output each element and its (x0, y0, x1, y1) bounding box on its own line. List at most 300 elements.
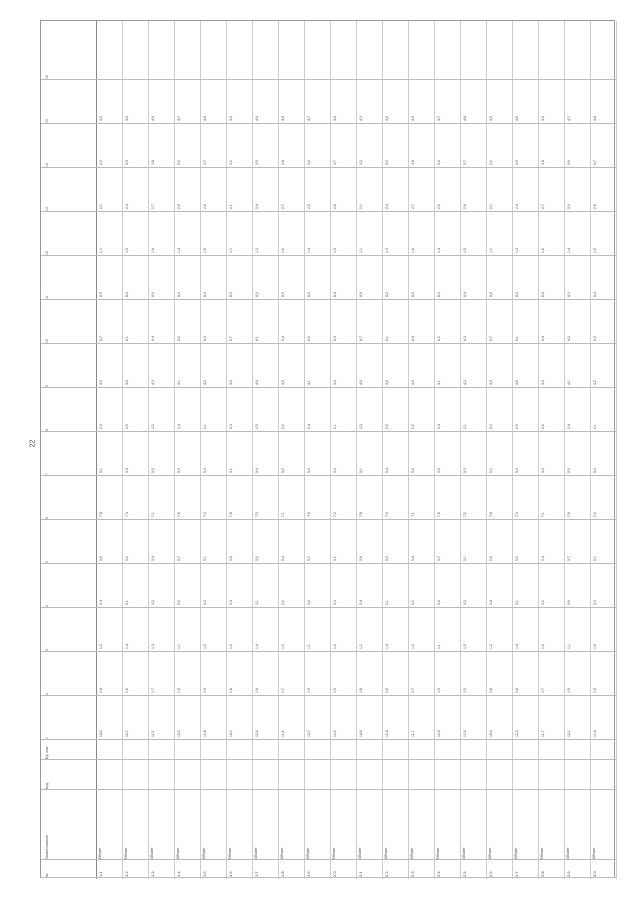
row-name: Объект (98, 847, 102, 859)
table-cell: 4,5 (359, 380, 363, 385)
table-cell: 8,9 (489, 292, 493, 297)
table-cell: 3,6 (567, 160, 571, 165)
table-cell: 3,6 (177, 160, 181, 165)
table-cell: 2,1 (99, 204, 103, 209)
table-cell: 8,4 (593, 292, 597, 297)
table-cell: 4,5 (229, 380, 233, 385)
table-cell: 4,3 (151, 380, 155, 385)
table-cell: 4,9 (541, 116, 545, 121)
table-cell: 5,1 (593, 556, 597, 561)
table-cell: 2,1 (229, 204, 233, 209)
table-cell: 9,3 (203, 468, 207, 473)
table-cell: 3,7 (203, 160, 207, 165)
table-cell: 7,2 (593, 512, 597, 517)
table-cell: 8,4 (463, 292, 467, 297)
row-name: Объект (540, 847, 544, 859)
table-cell: 2,4 (307, 424, 311, 429)
table-cell: 1,0 (99, 248, 103, 253)
table-cell: 7,6 (177, 512, 181, 517)
row-number: 1.1 (98, 871, 103, 877)
table-cell: 4,9 (151, 116, 155, 121)
table-cell: 2,4 (385, 204, 389, 209)
column-divider (41, 123, 616, 124)
column-divider (41, 167, 616, 168)
table-cell: 2,1 (593, 424, 597, 429)
table-cell: 8,3 (177, 292, 181, 297)
table-cell: 1,4 (567, 248, 571, 253)
table-cell: 1,5 (463, 248, 467, 253)
row-number: 1.5 (202, 871, 207, 877)
table-cell: 6,3 (203, 336, 207, 341)
table-cell: 4,6 (255, 116, 259, 121)
table-cell: 4,6 (255, 380, 259, 385)
table-row (96, 21, 123, 879)
table-cell: 0,9 (307, 688, 311, 693)
table-cell: 4,1 (437, 380, 441, 385)
row-number: 3.0 (592, 871, 597, 877)
table-cell: 6,2 (177, 336, 181, 341)
table-cell: 8,5 (541, 292, 545, 297)
row-number: 1.7 (254, 871, 259, 877)
table-cell: 0,8 (489, 688, 493, 693)
row-number: 2.0 (332, 871, 337, 877)
table-cell: 2,4 (255, 204, 259, 209)
table-cell: 2,6 (333, 204, 337, 209)
table-cell: 9,5 (567, 468, 571, 473)
table-cell: 6,7 (359, 336, 363, 341)
table-cell: 9,2 (541, 468, 545, 473)
row-number: 2.4 (436, 871, 441, 877)
table-cell: 1,3 (515, 248, 519, 253)
table-cell: 0,9 (177, 688, 181, 693)
column-divider (41, 739, 616, 740)
table-cell: 2,5 (437, 204, 441, 209)
table-cell: 0,9 (437, 688, 441, 693)
table-cell: 2,4 (437, 424, 441, 429)
table-cell: 1,1 (567, 644, 571, 649)
table-cell: 2,7 (411, 204, 415, 209)
table-cell: 10,4 (593, 730, 597, 737)
column-divider (41, 789, 616, 790)
table-cell: 9,3 (333, 468, 337, 473)
row-number: 2.9 (566, 871, 571, 877)
table-cell: 4,6 (385, 116, 389, 121)
column-divider (41, 475, 616, 476)
table-row (174, 21, 201, 879)
table-cell: 2,3 (359, 424, 363, 429)
table-cell: 4,1 (307, 380, 311, 385)
table-cell: 1,2 (99, 644, 103, 649)
table-cell: 2,4 (177, 424, 181, 429)
row-number: 2.3 (410, 871, 415, 877)
table-row (486, 21, 513, 879)
table-cell: 3,2 (281, 600, 285, 605)
table-cell: 2,1 (203, 424, 207, 429)
table-cell: 6,2 (567, 336, 571, 341)
table-cell: 6,7 (99, 336, 103, 341)
table-cell: 9,1 (229, 468, 233, 473)
table-cell: 2,6 (593, 204, 597, 209)
table-cell: 3,4 (229, 600, 233, 605)
column-divider (41, 387, 616, 388)
table-cell: 10,8 (203, 730, 207, 737)
table-cell: 4,1 (177, 380, 181, 385)
table-cell: 0,5 (463, 688, 467, 693)
table-cell: 0,6 (515, 688, 519, 693)
table-cell: 3,5 (255, 160, 259, 165)
table-cell: 1,5 (203, 644, 207, 649)
table-cell: 3,6 (177, 600, 181, 605)
table-cell: 9,3 (593, 468, 597, 473)
table-cell: 8,9 (359, 292, 363, 297)
table-cell: 4,3 (411, 380, 415, 385)
column-divider (41, 431, 616, 432)
table-cell: 1,5 (333, 248, 337, 253)
table-cell: 14,0 (229, 730, 233, 737)
table-row (122, 21, 149, 879)
table-cell: 13,7 (307, 730, 311, 737)
table-cell: 3,2 (489, 160, 493, 165)
table-cell: 4,8 (463, 116, 467, 121)
table-cell: 2,2 (281, 424, 285, 429)
table-cell: 8,2 (125, 292, 129, 297)
row-number: 1.4 (176, 871, 181, 877)
table-cell: 2,5 (177, 204, 181, 209)
table-row (538, 21, 565, 879)
row-number: 1.6 (228, 871, 233, 877)
table-cell: 3,5 (515, 160, 519, 165)
table-cell: 9,4 (255, 468, 259, 473)
table-cell: 4,9 (281, 116, 285, 121)
table-cell: 7,1 (411, 512, 415, 517)
table-cell: 3,2 (99, 160, 103, 165)
table-cell: 7,1 (151, 512, 155, 517)
table-cell: 2,2 (151, 424, 155, 429)
table-cell: 8,3 (437, 292, 441, 297)
table-cell: 9,3 (463, 468, 467, 473)
table-row (330, 21, 357, 879)
table-cell: 9,4 (385, 468, 389, 473)
table-cell: 4,3 (489, 116, 493, 121)
table-cell: 1,5 (333, 644, 337, 649)
table-cell: 7,2 (203, 512, 207, 517)
table-cell: 1,6 (541, 248, 545, 253)
table-cell: 12,4 (255, 730, 259, 737)
table-cell: 1,4 (255, 644, 259, 649)
table-cell: 0,8 (99, 688, 103, 693)
table-cell: 1,5 (463, 644, 467, 649)
table-cell: 1,3 (151, 644, 155, 649)
table-cell: 3,6 (437, 600, 441, 605)
table-cell: 0,5 (203, 688, 207, 693)
table-cell: 3,2 (359, 160, 363, 165)
table-cell: 9,1 (359, 468, 363, 473)
table-cell: 0,5 (593, 688, 597, 693)
column-divider (41, 79, 616, 80)
table-cell: 4,3 (359, 116, 363, 121)
row-name: Объект (306, 847, 310, 859)
table-cell: 9,5 (307, 468, 311, 473)
table-cell: 1,1 (307, 644, 311, 649)
table-cell: 1,4 (177, 248, 181, 253)
table-cell: 1,1 (437, 644, 441, 649)
row-number: 1.8 (280, 871, 285, 877)
table-cell: 1,6 (151, 248, 155, 253)
table-cell: 4,6 (125, 380, 129, 385)
table-cell: 5,4 (411, 556, 415, 561)
column-divider (41, 651, 616, 652)
row-name: Объект (280, 847, 284, 859)
table-cell: 5,7 (177, 556, 181, 561)
table-cell: 1,2 (359, 644, 363, 649)
table-cell: 6,3 (333, 336, 337, 341)
table-cell: 3,6 (307, 600, 311, 605)
table-cell: 4,5 (489, 380, 493, 385)
row-name: Объект (124, 847, 128, 859)
row-number: 2.6 (488, 871, 493, 877)
table-cell: 2,4 (125, 204, 129, 209)
table-cell: 8,4 (333, 292, 337, 297)
table-cell: 7,6 (567, 512, 571, 517)
column-divider (41, 519, 616, 520)
table-cell: 3,4 (99, 600, 103, 605)
column-divider (41, 299, 616, 300)
table-cell: 5,2 (385, 556, 389, 561)
column-divider (41, 877, 616, 878)
table-cell: 4,6 (515, 380, 519, 385)
table-cell: 4,1 (567, 380, 571, 385)
table-row (460, 21, 487, 879)
row-name: Объект (410, 847, 414, 859)
table-cell: 8,9 (229, 292, 233, 297)
table-cell: 2,5 (255, 424, 259, 429)
table-cell: 4,6 (515, 116, 519, 121)
table-cell: 4,3 (99, 116, 103, 121)
column-header: Ед. изм. (45, 745, 49, 759)
table-row (278, 21, 305, 879)
table-cell: 5,6 (489, 556, 493, 561)
column-divider (41, 607, 616, 608)
table-cell: 0,8 (359, 688, 363, 693)
table-row (148, 21, 175, 879)
table-row (408, 21, 435, 879)
table-cell: 6,1 (515, 336, 519, 341)
table-cell: 9,2 (281, 468, 285, 473)
table-cell: 9,5 (437, 468, 441, 473)
column-header: 14 (45, 163, 49, 167)
row-number: 1.9 (306, 871, 311, 877)
column-header: 13 (45, 207, 49, 211)
table-cell: 7,3 (125, 512, 129, 517)
table-row (304, 21, 331, 879)
table-cell: 3,1 (385, 600, 389, 605)
table-cell: 2,5 (125, 424, 129, 429)
table-cell: 6,2 (437, 336, 441, 341)
column-divider (41, 563, 616, 564)
row-number: 1.3 (150, 871, 155, 877)
table-cell: 3,7 (463, 160, 467, 165)
table-cell: 3,8 (411, 160, 415, 165)
table-cell: 9,1 (489, 468, 493, 473)
table-cell: 12,1 (125, 730, 129, 737)
table-cell: 2,7 (281, 204, 285, 209)
table-cell: 1,4 (437, 248, 441, 253)
table-row (512, 21, 539, 879)
table-cell: 3,1 (515, 600, 519, 605)
table-cell: 5,6 (229, 556, 233, 561)
row-name: Объект (358, 847, 362, 859)
table-cell: 1,6 (281, 248, 285, 253)
table-cell: 4,3 (229, 116, 233, 121)
table-cell: 4,2 (203, 380, 207, 385)
table-cell: 2,6 (463, 204, 467, 209)
table-cell: 2,3 (489, 424, 493, 429)
table-cell: 1,4 (307, 248, 311, 253)
table-cell: 1,5 (593, 248, 597, 253)
table-row (564, 21, 591, 879)
table-cell: 2,1 (333, 424, 337, 429)
table-cell: 5,7 (437, 556, 441, 561)
table-cell: 3,1 (255, 600, 259, 605)
table-cell: 14,4 (489, 730, 493, 737)
table-cell: 12,8 (385, 730, 389, 737)
row-number: 2.5 (462, 871, 467, 877)
table-cell: 5,2 (255, 556, 259, 561)
table-row (434, 21, 461, 879)
table-row (590, 21, 617, 879)
table-cell: 3,8 (541, 160, 545, 165)
table-cell: 3,2 (229, 160, 233, 165)
column-divider (41, 343, 616, 344)
table-cell: 2,5 (385, 424, 389, 429)
row-name: Объект (176, 847, 180, 859)
table-cell: 1,3 (125, 248, 129, 253)
table-cell: 2,3 (229, 424, 233, 429)
table-cell: 4,3 (541, 380, 545, 385)
row-name: Объект (514, 847, 518, 859)
table-cell: 1,5 (203, 248, 207, 253)
table-cell: 9,4 (125, 468, 129, 473)
column-header: Наименование (45, 834, 49, 859)
table-cell: 13,1 (567, 730, 571, 737)
table-cell: 5,7 (567, 556, 571, 561)
table-cell: 3,3 (333, 600, 337, 605)
table-cell: 7,8 (229, 512, 233, 517)
table-cell: 10,2 (333, 730, 337, 737)
table-cell: 2,3 (99, 424, 103, 429)
table-cell: 3,6 (307, 160, 311, 165)
table-cell: 2,1 (463, 424, 467, 429)
table-cell: 8,5 (151, 292, 155, 297)
table-cell: 4,2 (463, 380, 467, 385)
row-name: Объект (150, 847, 154, 859)
table-cell: 4,8 (593, 116, 597, 121)
table-cell: 3,4 (489, 600, 493, 605)
data-table (41, 21, 616, 879)
row-name: Объект (332, 847, 336, 859)
row-name: Объект (566, 847, 570, 859)
column-divider (41, 211, 616, 212)
table-row (382, 21, 409, 879)
table-cell: 6,4 (151, 336, 155, 341)
table-cell: 7,6 (307, 512, 311, 517)
row-name: Объект (436, 847, 440, 859)
table-cell: 4,2 (593, 380, 597, 385)
table-cell: 0,7 (151, 688, 155, 693)
table-cell: 3,6 (437, 160, 441, 165)
row-number: 2.8 (540, 871, 545, 877)
table-cell: 4,7 (567, 116, 571, 121)
table-cell: 5,1 (463, 556, 467, 561)
table-cell: 8,2 (385, 292, 389, 297)
table-cell: 2,7 (541, 204, 545, 209)
table-cell: 4,5 (99, 380, 103, 385)
table-cell: 2,7 (151, 204, 155, 209)
table-cell: 5,4 (541, 556, 545, 561)
table-cell: 14,6 (359, 730, 363, 737)
column-header: 12 (45, 251, 49, 255)
table-cell: 3,7 (593, 160, 597, 165)
table-cell: 11,9 (281, 730, 285, 737)
table-cell: 2,5 (307, 204, 311, 209)
table-cell: 1,5 (593, 644, 597, 649)
table-cell: 3,2 (541, 600, 545, 605)
table-cell: 3,4 (359, 600, 363, 605)
table-cell: 14,2 (99, 730, 103, 737)
table-cell: 1,3 (385, 248, 389, 253)
table-cell: 6,4 (281, 336, 285, 341)
table-row (356, 21, 383, 879)
table-cell: 4,6 (385, 380, 389, 385)
table-header (41, 21, 97, 879)
table-cell: 6,3 (463, 336, 467, 341)
table-cell: 7,3 (255, 512, 259, 517)
table-cell: 1,3 (255, 248, 259, 253)
table-cell: 4,7 (307, 116, 311, 121)
table-cell: 0,7 (541, 688, 545, 693)
column-header: 11 (45, 295, 49, 299)
table-cell: 5,4 (281, 556, 285, 561)
table-cell: 7,8 (359, 512, 363, 517)
table-cell: 1,3 (541, 644, 545, 649)
table-cell: 4,7 (177, 116, 181, 121)
row-name: Объект (592, 847, 596, 859)
table-cell: 7,1 (541, 512, 545, 517)
table-cell: 2,4 (515, 204, 519, 209)
table-cell: 9,1 (99, 468, 103, 473)
table-cell: 2,5 (515, 424, 519, 429)
table-cell: 3,8 (281, 160, 285, 165)
table-cell: 5,2 (125, 556, 129, 561)
table-cell: 5,6 (359, 556, 363, 561)
rotated-table-sheet (40, 20, 615, 878)
table-cell: 4,8 (333, 116, 337, 121)
table-cell: 4,9 (411, 116, 415, 121)
table-cell: 6,7 (229, 336, 233, 341)
column-header: Код (45, 783, 49, 789)
column-divider (41, 695, 616, 696)
table-cell: 2,2 (411, 424, 415, 429)
table-cell: 1,2 (489, 644, 493, 649)
table-cell: 0,6 (255, 688, 259, 693)
table-cell: 3,3 (203, 600, 207, 605)
column-header: 15 (45, 119, 49, 123)
table-row (252, 21, 279, 879)
table-cell: 6,7 (489, 336, 493, 341)
row-number: 2.1 (358, 871, 363, 877)
table-cell: 8,5 (281, 292, 285, 297)
table-cell: 3,3 (593, 600, 597, 605)
